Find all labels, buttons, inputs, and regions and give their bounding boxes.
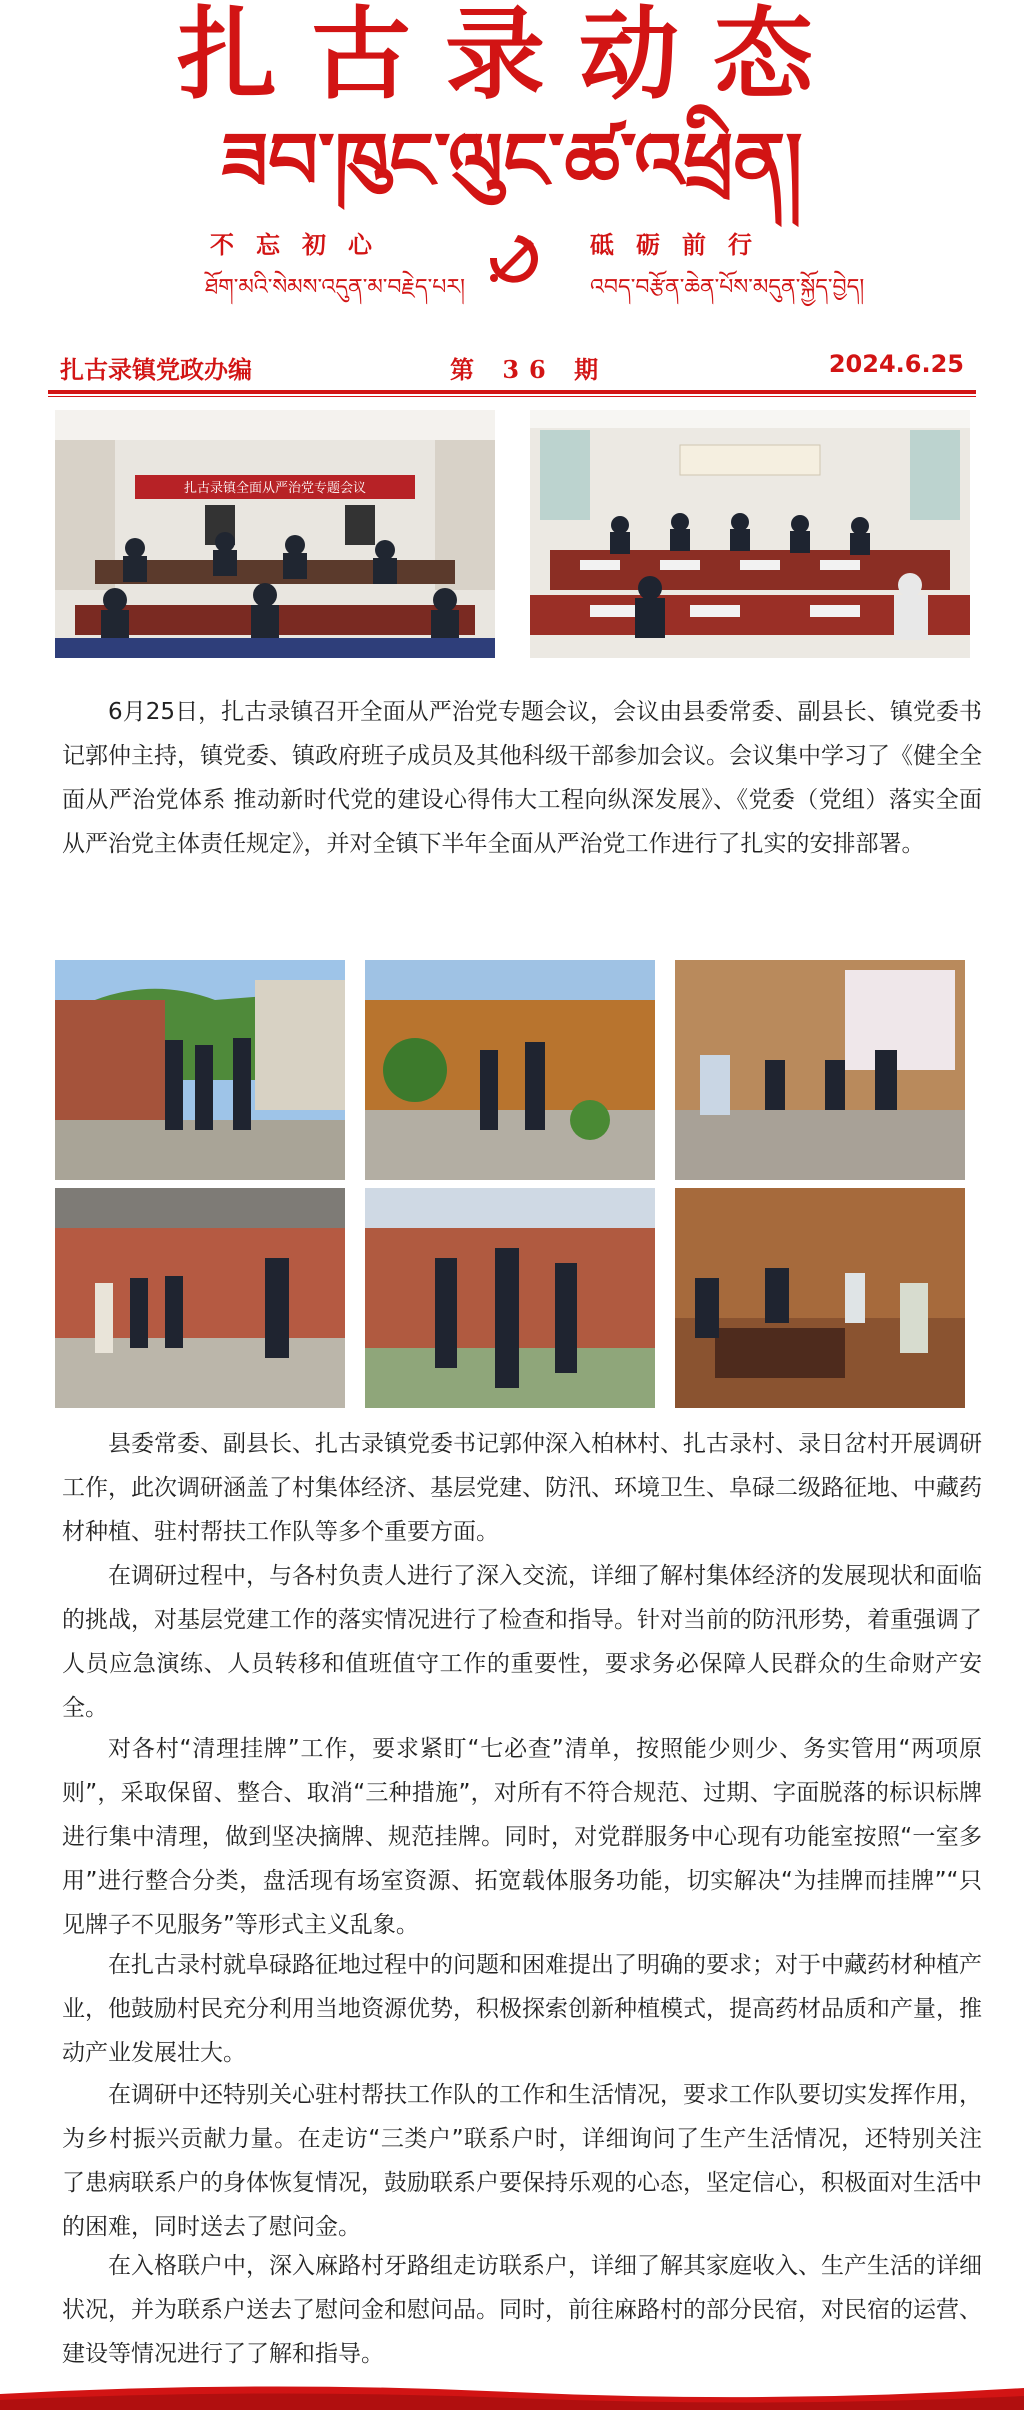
slogan-right-tibetan: འབད་བརྩོན་ཆེན་པོས་མདུན་སྐྱོད་བྱེད། <box>590 275 865 300</box>
visit-photo-3 <box>675 960 965 1180</box>
visit-photo-4 <box>55 1188 345 1408</box>
meeting-photo-2 <box>530 410 970 658</box>
paragraph-3: 在调研过程中，与各村负责人进行了深入交流，详细了解村集体经济的发展现状和面临的挑战，对基层党建工作的落实情况进行了检查和指导。针对当前的防汛形势，着重强调了人员应急演练、人员转移和值班值守工作的重要性，要求务必保障人民群众的生命财产安全。 <box>62 1563 982 1721</box>
paragraph-4: 对各村“清理挂牌”工作，要求紧盯“七必查”清单，按照能少则少、务实管用“两项原则”，采取保留、整合、取消“三种措施”，对所有不符合规范、过期、字面脱落的标识标牌进行集中清理，做到坚决摘牌、规范挂牌。同时，对党群服务中心现有功能室按照“一室多用”进行整合分类，盘活现有场室资源、拓宽载体服务功能，切实解决“为挂牌而挂牌”“只见牌子不见服务”等形式主义乱象。 <box>62 1736 982 1938</box>
paragraph-2: 县委常委、副县长、扎古录镇党委书记郭仲深入柏林村、扎古录村、录日岔村开展调研工作，此次调研涵盖了村集体经济、基层党建、防汛、环境卫生、阜碌二级路征地、中藏药材种植、驻村帮扶工作队等多个重要方面。 <box>62 1431 982 1545</box>
visit-photo-2 <box>365 960 655 1180</box>
paragraph-7: 在入格联户中，深入麻路村牙路组走访联系户，详细了解其家庭收入、生产生活的详细状况，并为联系户送去了慰问金和慰问品。同时，前往麻路村的部分民宿，对民宿的运营、建设等情况进行了了解和指导。 <box>62 2253 982 2367</box>
header-rule-thin <box>48 396 976 397</box>
paragraph-1: 6月25日，扎古录镇召开全面从严治党专题会议，会议由县委常委、副县长、镇党委书记郭仲主持，镇党委、镇政府班子成员及其他科级干部参加会议。会议集中学习了《健全全面从严治党体系 推动新时代党的建设心得伟大工程向纵深发展》、《党委（党组）落实全面从严治党主体责任规定》，并对全镇下半年全面从严治党工作进行了扎实的安排部署。 <box>62 699 982 857</box>
visit-photo-5 <box>365 1188 655 1408</box>
issue-bar <box>60 350 964 386</box>
slogan-left: 不忘初心 <box>210 231 394 259</box>
editor-label: 扎古录镇党政办编 <box>60 355 252 384</box>
meeting-photo-1 <box>55 410 495 658</box>
paragraph-5: 在扎古录村就阜碌路征地过程中的问题和困难提出了明确的要求；对于中藏药材种植产业，他鼓励村民充分利用当地资源优势，积极探索创新种植模式，提高药材品质和产量，推动产业发展壮大。 <box>62 1952 982 2066</box>
meeting-banner-1: 扎古录镇全面从严治党专题会议 <box>183 481 367 496</box>
slogan-left-tibetan: ཐོག་མའི་སེམས་འདུན་མ་བརྗེད་པར། <box>205 275 465 300</box>
slogan-right: 砥砺前行 <box>590 231 774 259</box>
masthead-tibetan-title: ཟབ་ཁུང་ལུང་ཚ་འཕྲིན། <box>221 117 803 207</box>
visit-photo-1 <box>55 960 345 1180</box>
issue-date: 2024.6.25 <box>828 350 964 378</box>
bottom-decoration <box>0 2374 1024 2410</box>
header-rule <box>48 390 976 394</box>
visit-photo-6 <box>675 1188 965 1408</box>
masthead-title: 扎古录动态 <box>177 0 847 113</box>
party-emblem-icon <box>472 218 552 298</box>
paragraph-6: 在调研中还特别关心驻村帮扶工作队的工作和生活情况，要求工作队要切实发挥作用，为乡村振兴贡献力量。在走访“三类户”联系户时，详细询问了生产生活情况，还特别关注了患病联系户的身体恢复情况，鼓励联系户要保持乐观的心态，坚定信心，积极面对生活中的困难，同时送去了慰问金。 <box>62 2082 982 2240</box>
issue-number: 第 36 期 <box>450 355 609 384</box>
